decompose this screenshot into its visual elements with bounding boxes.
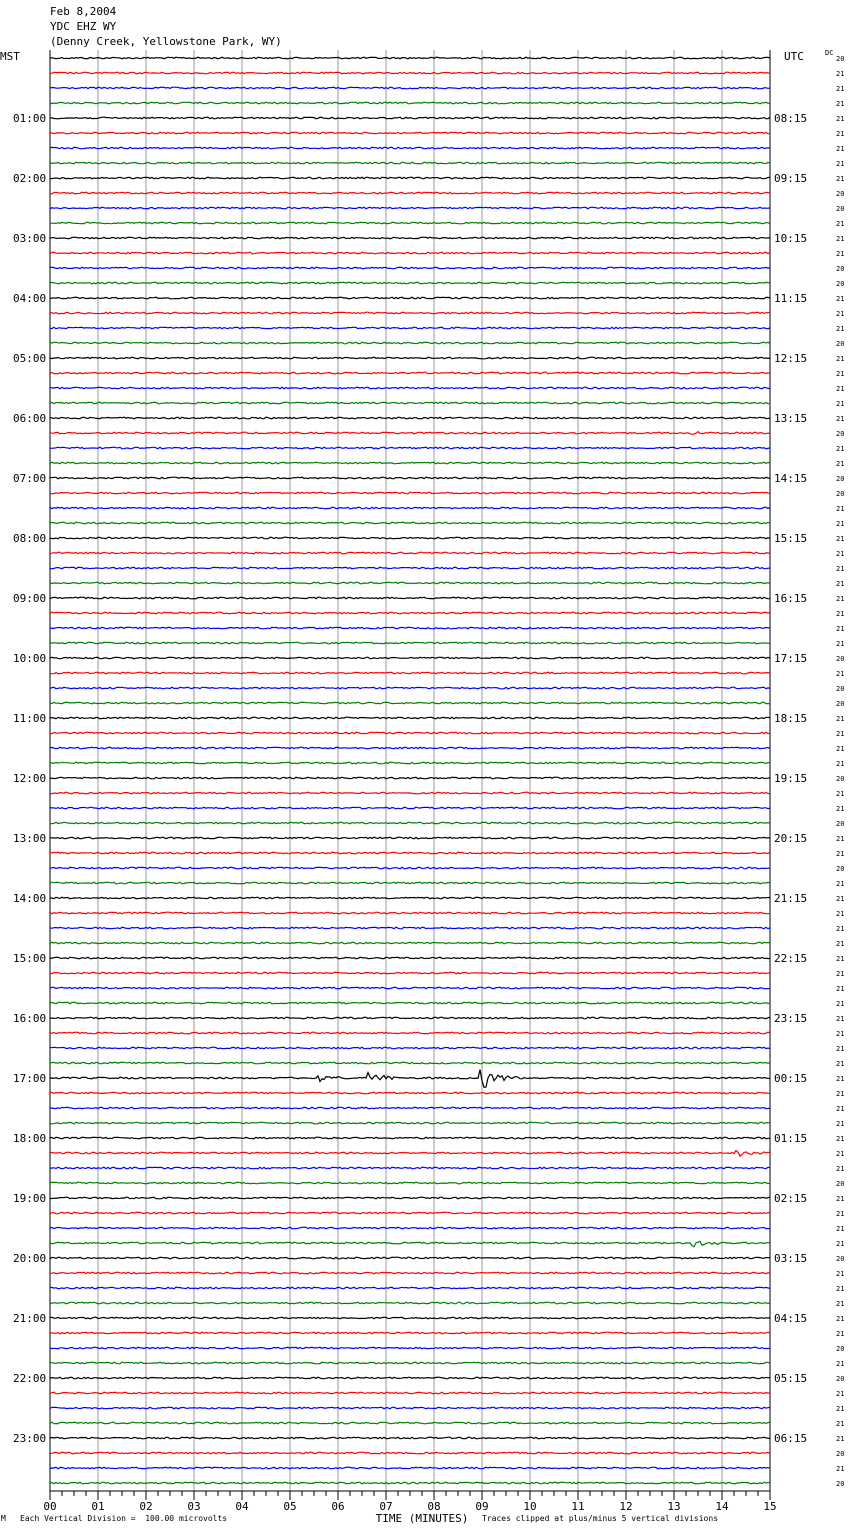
utc-axis-title: UTC — [784, 50, 804, 63]
dc-offset-label: 21 — [836, 1195, 845, 1203]
seismic-trace — [50, 972, 770, 974]
dc-offset-label: 21 — [836, 505, 845, 513]
dc-offset-label: 21 — [836, 85, 845, 93]
dc-offset-label: 21 — [836, 1270, 845, 1278]
seismic-trace — [50, 72, 770, 74]
seismic-trace — [50, 1241, 770, 1247]
seismic-trace — [50, 57, 770, 59]
mst-hour-label: 05:00 — [13, 352, 47, 365]
mst-hour-label: 02:00 — [13, 172, 47, 185]
seismic-trace — [50, 702, 770, 704]
dc-offset-label: 20 — [836, 865, 845, 873]
seismic-trace — [50, 867, 770, 869]
utc-hour-label: 01:15 — [774, 1132, 808, 1145]
mst-hour-label: 01:00 — [13, 112, 47, 125]
mst-hour-label: 09:00 — [13, 592, 47, 605]
dc-offset-label: 20 — [836, 700, 845, 708]
utc-hour-label: 14:15 — [774, 472, 808, 485]
seismic-trace — [50, 252, 770, 254]
seismic-trace — [50, 1437, 770, 1439]
seismic-trace — [50, 1062, 770, 1064]
x-tick-label: 14 — [715, 1500, 729, 1513]
dc-offset-label: 21 — [836, 1330, 845, 1338]
mst-hour-label: 17:00 — [13, 1072, 47, 1085]
dc-offset-label: 21 — [836, 445, 845, 453]
x-tick-label: 07 — [379, 1500, 393, 1513]
seismic-trace — [50, 537, 770, 539]
dc-offset-label: 21 — [836, 550, 845, 558]
dc-offset-label: 20 — [836, 490, 845, 498]
seismic-trace — [50, 717, 770, 719]
seismic-trace — [50, 492, 770, 494]
mst-hour-label: 20:00 — [13, 1252, 47, 1265]
dc-offset-label: 20 — [836, 265, 845, 273]
dc-offset-label: 21 — [836, 1090, 845, 1098]
seismic-trace — [50, 1002, 770, 1004]
utc-hour-label: 09:15 — [774, 172, 808, 185]
dc-offset-label: 21 — [836, 850, 845, 858]
seismic-trace — [50, 342, 770, 344]
dc-offset-label: 21 — [836, 580, 845, 588]
dc-offset-label: 20 — [836, 1180, 845, 1188]
utc-hour-label: 08:15 — [774, 112, 808, 125]
dc-offset-label: 21 — [836, 1165, 845, 1173]
utc-hour-label: 20:15 — [774, 832, 808, 845]
seismic-trace — [50, 417, 770, 419]
mst-hour-label: 16:00 — [13, 1012, 47, 1025]
seismic-trace — [50, 1092, 770, 1094]
dc-offset-label: 21 — [836, 910, 845, 918]
x-tick-label: 09 — [475, 1500, 489, 1513]
seismic-trace — [50, 732, 770, 734]
x-tick-label: 15 — [763, 1500, 777, 1513]
seismic-trace — [50, 1070, 770, 1088]
seismic-trace — [50, 882, 770, 884]
mst-hour-label: 18:00 — [13, 1132, 47, 1145]
dc-offset-label: 20 — [836, 190, 845, 198]
seismic-trace — [50, 192, 770, 194]
dc-offset-label: 21 — [836, 1390, 845, 1398]
seismic-trace — [50, 87, 770, 89]
dc-offset-label: 21 — [836, 925, 845, 933]
dc-offset-label: 21 — [836, 805, 845, 813]
seismic-trace — [50, 567, 770, 569]
seismic-trace — [50, 1182, 770, 1184]
dc-offset-label: 21 — [836, 895, 845, 903]
utc-hour-label: 22:15 — [774, 952, 808, 965]
mst-hour-label: 19:00 — [13, 1192, 47, 1205]
x-tick-label: 08 — [427, 1500, 441, 1513]
seismic-trace — [50, 1227, 770, 1229]
seismic-trace — [50, 1107, 770, 1109]
dc-offset-label: 21 — [836, 220, 845, 228]
seismic-trace — [50, 1332, 770, 1334]
seismic-trace — [50, 552, 770, 554]
seismic-trace — [50, 1392, 770, 1394]
dc-offset-label: 21 — [836, 520, 845, 528]
dc-axis-title: DC — [825, 49, 834, 57]
seismic-trace — [50, 1302, 770, 1304]
seismic-trace — [50, 1257, 770, 1259]
seismic-trace — [50, 1272, 770, 1274]
dc-offset-label: 20 — [836, 430, 845, 438]
dc-offset-label: 21 — [836, 115, 845, 123]
dc-offset-label: 21 — [836, 460, 845, 468]
dc-offset-label: 21 — [836, 325, 845, 333]
seismic-trace — [50, 987, 770, 989]
seismic-trace — [50, 1317, 770, 1319]
seismic-trace — [50, 1452, 770, 1454]
x-tick-label: 10 — [523, 1500, 537, 1513]
dc-offset-label: 21 — [836, 100, 845, 108]
seismic-trace — [50, 162, 770, 164]
dc-offset-label: 21 — [836, 595, 845, 603]
x-tick-label: 13 — [667, 1500, 681, 1513]
seismic-trace — [50, 1407, 770, 1409]
dc-offset-label: 21 — [836, 835, 845, 843]
dc-offset-label: 21 — [836, 880, 845, 888]
seismic-trace — [50, 357, 770, 359]
seismic-trace — [50, 1032, 770, 1034]
seismic-trace — [50, 1467, 770, 1469]
seismic-trace — [50, 762, 770, 764]
mst-hour-label: 06:00 — [13, 412, 47, 425]
dc-offset-label: 21 — [836, 1225, 845, 1233]
dc-offset-label: 21 — [836, 1150, 845, 1158]
seismic-trace — [50, 102, 770, 104]
dc-offset-label: 21 — [836, 730, 845, 738]
mst-hour-label: 03:00 — [13, 232, 47, 245]
dc-offset-label: 21 — [836, 385, 845, 393]
mst-hour-label: 11:00 — [13, 712, 47, 725]
dc-offset-label: 20 — [836, 55, 845, 63]
station-location: (Denny Creek, Yellowstone Park, WY) — [50, 35, 282, 48]
utc-hour-label: 03:15 — [774, 1252, 808, 1265]
dc-offset-label: 21 — [836, 640, 845, 648]
dc-offset-label: 21 — [836, 1435, 845, 1443]
dc-offset-label: 21 — [836, 790, 845, 798]
utc-hour-label: 13:15 — [774, 412, 808, 425]
dc-offset-label: 21 — [836, 1120, 845, 1128]
seismic-trace — [50, 312, 770, 314]
dc-offset-label: 21 — [836, 1105, 845, 1113]
utc-hour-label: 17:15 — [774, 652, 808, 665]
record-date: Feb 8,2004 — [50, 5, 117, 18]
dc-offset-label: 21 — [836, 535, 845, 543]
dc-offset-label: 20 — [836, 1345, 845, 1353]
utc-hour-label: 04:15 — [774, 1312, 808, 1325]
seismic-trace — [50, 297, 770, 299]
dc-offset-label: 21 — [836, 175, 845, 183]
vertical-division-note: Each Vertical Division = 100.00 microvolts — [20, 1514, 228, 1523]
dc-offset-label: 21 — [836, 1030, 845, 1038]
seismic-trace — [50, 327, 770, 329]
utc-hour-label: 06:15 — [774, 1432, 808, 1445]
seismic-trace — [50, 237, 770, 239]
dc-offset-label: 21 — [836, 745, 845, 753]
seismic-trace — [50, 912, 770, 914]
seismic-trace — [50, 387, 770, 389]
seismic-trace — [50, 1212, 770, 1214]
dc-offset-label: 20 — [836, 775, 845, 783]
seismic-trace — [50, 1287, 770, 1289]
dc-offset-label: 21 — [836, 310, 845, 318]
dc-offset-label: 21 — [836, 715, 845, 723]
seismic-trace — [50, 1151, 770, 1157]
seismic-trace — [50, 852, 770, 854]
dc-offset-label: 21 — [836, 1315, 845, 1323]
seismic-trace — [50, 507, 770, 509]
seismic-trace — [50, 1167, 770, 1169]
seismic-trace — [50, 207, 770, 209]
dc-offset-label: 21 — [836, 1015, 845, 1023]
seismic-trace — [50, 897, 770, 899]
seismic-trace — [50, 282, 770, 284]
seismic-trace — [50, 612, 770, 614]
x-axis-title: TIME (MINUTES) — [375, 1512, 469, 1525]
seismic-trace — [50, 402, 770, 404]
dc-offset-label: 20 — [836, 655, 845, 663]
dc-offset-label: 21 — [836, 760, 845, 768]
seismic-trace — [50, 1047, 770, 1049]
x-tick-label: 03 — [187, 1500, 201, 1513]
dc-offset-label: 21 — [836, 1300, 845, 1308]
mst-hour-label: 14:00 — [13, 892, 47, 905]
dc-offset-label: 21 — [836, 295, 845, 303]
seismic-trace — [50, 747, 770, 749]
dc-offset-label: 21 — [836, 625, 845, 633]
dc-offset-label: 20 — [836, 280, 845, 288]
dc-offset-label: 21 — [836, 415, 845, 423]
x-tick-label: 05 — [283, 1500, 297, 1513]
seismic-trace — [50, 372, 770, 374]
seismic-trace — [50, 147, 770, 149]
seismic-trace — [50, 582, 770, 584]
dc-offset-label: 21 — [836, 370, 845, 378]
dc-offset-label: 21 — [836, 1000, 845, 1008]
dc-offset-label: 21 — [836, 1360, 845, 1368]
dc-offset-label: 21 — [836, 940, 845, 948]
utc-hour-label: 16:15 — [774, 592, 808, 605]
seismic-trace — [50, 522, 770, 524]
x-tick-label: 01 — [91, 1500, 105, 1513]
dc-offset-label: 20 — [836, 1450, 845, 1458]
seismic-trace — [50, 177, 770, 179]
seismic-trace — [50, 1122, 770, 1124]
seismic-trace — [50, 627, 770, 629]
dc-offset-label: 21 — [836, 145, 845, 153]
dc-offset-label: 21 — [836, 670, 845, 678]
mst-hour-label: 08:00 — [13, 532, 47, 545]
x-tick-label: 12 — [619, 1500, 633, 1513]
dc-offset-label: 21 — [836, 400, 845, 408]
dc-offset-label: 21 — [836, 1075, 845, 1083]
utc-hour-label: 15:15 — [774, 532, 808, 545]
seismic-trace — [50, 117, 770, 119]
seismic-trace — [50, 267, 770, 269]
seismic-trace — [50, 1482, 770, 1484]
seismic-trace — [50, 657, 770, 659]
utc-hour-label: 21:15 — [774, 892, 808, 905]
dc-offset-label: 21 — [836, 1210, 845, 1218]
corner-mark: M — [1, 1514, 6, 1523]
mst-hour-label: 15:00 — [13, 952, 47, 965]
seismic-trace — [50, 462, 770, 464]
seismic-trace — [50, 1377, 770, 1379]
dc-offset-label: 21 — [836, 970, 845, 978]
dc-offset-label: 21 — [836, 565, 845, 573]
clipping-note: Traces clipped at plus/minus 5 vertical divisions — [482, 1514, 719, 1523]
seismic-trace — [50, 432, 770, 435]
utc-hour-label: 23:15 — [774, 1012, 808, 1025]
mst-hour-label: 04:00 — [13, 292, 47, 305]
dc-offset-label: 21 — [836, 70, 845, 78]
seismic-trace — [50, 942, 770, 944]
dc-offset-label: 21 — [836, 1135, 845, 1143]
dc-offset-label: 20 — [836, 1255, 845, 1263]
seismic-trace — [50, 132, 770, 134]
dc-offset-label: 21 — [836, 1465, 845, 1473]
dc-offset-label: 21 — [836, 235, 845, 243]
dc-offset-label: 21 — [836, 985, 845, 993]
seismic-traces — [50, 57, 770, 1484]
x-tick-label: 04 — [235, 1500, 249, 1513]
x-tick-label: 06 — [331, 1500, 345, 1513]
dc-offset-label: 20 — [836, 1480, 845, 1488]
dc-offset-label: 21 — [836, 355, 845, 363]
mst-hour-label: 13:00 — [13, 832, 47, 845]
utc-hour-label: 10:15 — [774, 232, 808, 245]
dc-offset-label: 20 — [836, 1375, 845, 1383]
dc-offset-label: 20 — [836, 205, 845, 213]
dc-offset-label: 20 — [836, 340, 845, 348]
mst-hour-label: 12:00 — [13, 772, 47, 785]
seismic-trace — [50, 927, 770, 929]
seismic-trace — [50, 1347, 770, 1349]
seismic-trace — [50, 477, 770, 479]
dc-offset-label: 21 — [836, 1420, 845, 1428]
seismic-trace — [50, 807, 770, 809]
dc-offset-label: 21 — [836, 1060, 845, 1068]
seismic-trace — [50, 957, 770, 959]
seismic-trace — [50, 792, 770, 794]
utc-hour-label: 05:15 — [774, 1372, 808, 1385]
utc-hour-label: 18:15 — [774, 712, 808, 725]
mst-hour-label: 23:00 — [13, 1432, 47, 1445]
seismic-trace — [50, 687, 770, 689]
dc-offset-label: 21 — [836, 1405, 845, 1413]
mst-hour-label: 22:00 — [13, 1372, 47, 1385]
seismic-trace — [50, 1362, 770, 1364]
seismic-trace — [50, 822, 770, 824]
dc-offset-label: 20 — [836, 820, 845, 828]
dc-offset-label: 21 — [836, 1240, 845, 1248]
seismic-trace — [50, 642, 770, 644]
seismic-trace — [50, 837, 770, 839]
utc-hour-label: 11:15 — [774, 292, 808, 305]
seismic-trace — [50, 1017, 770, 1019]
x-tick-label: 11 — [571, 1500, 585, 1513]
utc-hour-label: 19:15 — [774, 772, 808, 785]
dc-offset-label: 21 — [836, 1045, 845, 1053]
mst-axis-title: MST — [0, 50, 20, 63]
x-tick-label: 02 — [139, 1500, 153, 1513]
mst-hour-label: 07:00 — [13, 472, 47, 485]
seismic-trace — [50, 222, 770, 224]
mst-hour-label: 10:00 — [13, 652, 47, 665]
dc-offset-label: 20 — [836, 685, 845, 693]
seismic-trace — [50, 597, 770, 599]
seismic-trace — [50, 672, 770, 674]
dc-offset-label: 21 — [836, 1285, 845, 1293]
seismic-trace — [50, 1422, 770, 1424]
dc-offset-label: 21 — [836, 250, 845, 258]
dc-offset-label: 21 — [836, 160, 845, 168]
seismic-trace — [50, 447, 770, 449]
dc-offset-label: 21 — [836, 130, 845, 138]
utc-hour-label: 12:15 — [774, 352, 808, 365]
utc-hour-label: 00:15 — [774, 1072, 808, 1085]
seismic-trace — [50, 1197, 770, 1199]
mst-hour-label: 21:00 — [13, 1312, 47, 1325]
seismic-trace — [50, 1137, 770, 1139]
x-tick-label: 00 — [43, 1500, 57, 1513]
station-code: YDC EHZ WY — [50, 20, 117, 33]
dc-offset-label: 21 — [836, 610, 845, 618]
utc-hour-label: 02:15 — [774, 1192, 808, 1205]
seismic-trace — [50, 777, 770, 779]
dc-offset-label: 21 — [836, 955, 845, 963]
dc-offset-label: 20 — [836, 475, 845, 483]
